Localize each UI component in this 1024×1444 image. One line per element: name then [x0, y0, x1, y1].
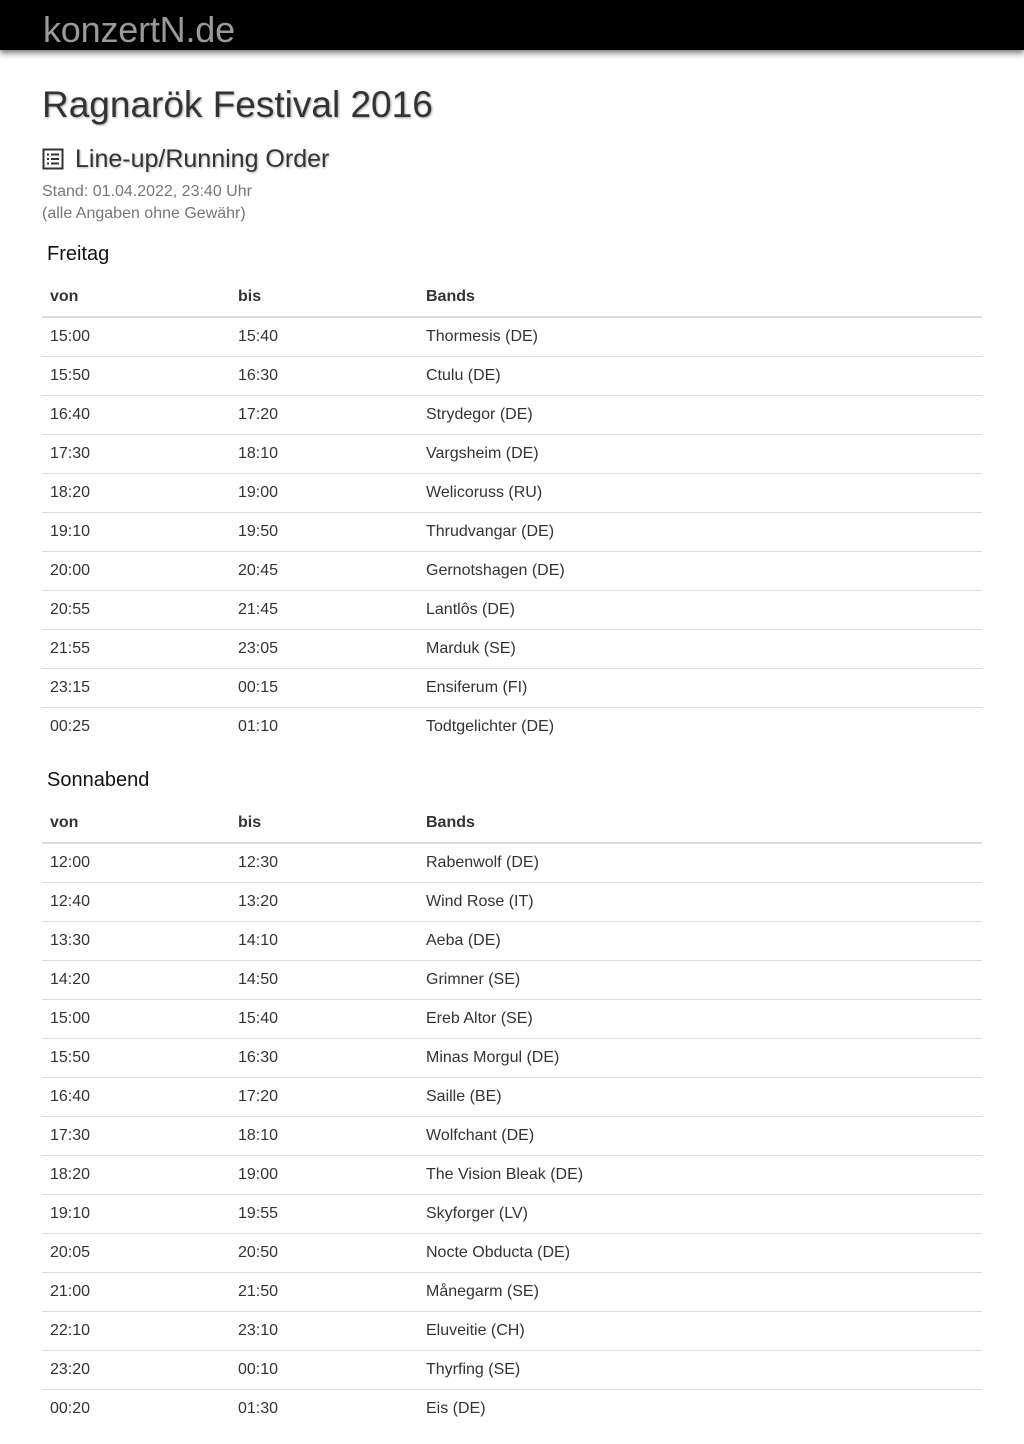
band-cell: The Vision Bleak (DE)	[418, 1156, 982, 1195]
time-end-cell: 14:10	[230, 922, 418, 961]
band-cell: Gernotshagen (DE)	[418, 552, 982, 591]
schedule-table	[42, 278, 982, 746]
time-start-cell: 15:00	[50, 328, 91, 345]
table-row	[42, 1195, 982, 1234]
table-row	[42, 552, 982, 591]
time-start-cell: 17:30	[42, 435, 230, 474]
time-end-cell: 16:30	[230, 1039, 418, 1078]
band-cell: Ensiferum (FI)	[418, 669, 982, 708]
table-row	[42, 669, 982, 708]
table-row	[42, 513, 982, 552]
table-header-row	[42, 804, 982, 843]
table-row	[42, 708, 982, 747]
list-icon	[42, 148, 64, 170]
time-end-cell: 20:45	[230, 552, 418, 591]
band-cell: Skyforger (LV)	[418, 1195, 982, 1234]
time-start-cell: 23:20	[42, 1351, 230, 1390]
table-row	[42, 357, 982, 396]
time-start-cell: 18:20	[42, 1156, 230, 1195]
column-header-bis: bis	[230, 278, 418, 317]
band-cell: Thyrfing (SE)	[418, 1351, 982, 1390]
table-row	[42, 843, 982, 883]
column-header-von: von	[42, 804, 230, 843]
band-cell: Saille (BE)	[418, 1078, 982, 1117]
table-row	[42, 1312, 982, 1351]
time-start-cell: 19:10	[42, 1195, 230, 1234]
time-end-cell: 23:05	[230, 630, 418, 669]
column-header-von: von	[42, 278, 230, 317]
time-start-cell: 17:30	[42, 1117, 230, 1156]
table-row	[42, 1156, 982, 1195]
time-start-cell: 21:00	[42, 1273, 230, 1312]
stand-timestamp: Stand: 01.04.2022, 23:40 Uhr	[42, 183, 252, 200]
band-cell: Todtgelichter (DE)	[418, 708, 982, 747]
time-start-cell: 16:40	[42, 396, 230, 435]
table-row	[42, 1039, 982, 1078]
time-start-cell: 14:20	[42, 961, 230, 1000]
time-end-cell: 15:40	[238, 328, 279, 345]
band-cell: Grimner (SE)	[418, 961, 982, 1000]
table-row	[42, 883, 982, 922]
table-row	[42, 1078, 982, 1117]
time-end-cell: 21:45	[230, 591, 418, 630]
time-end-cell: 00:10	[230, 1351, 418, 1390]
table-row	[42, 1390, 982, 1429]
time-end-cell: 14:50	[230, 961, 418, 1000]
time-end-cell: 17:20	[230, 1078, 418, 1117]
column-header-bands: Bands	[418, 278, 982, 317]
table-row	[42, 1000, 982, 1039]
time-end-cell: 19:50	[230, 513, 418, 552]
disclaimer: (alle Angaben ohne Gewähr)	[42, 205, 246, 222]
time-end-cell: 01:10	[230, 708, 418, 747]
band-cell: Minas Morgul (DE)	[418, 1039, 982, 1078]
time-start-cell: 15:50	[42, 357, 230, 396]
band-cell: Aeba (DE)	[418, 922, 982, 961]
column-header-bis: bis	[230, 804, 418, 843]
brand-logo-link[interactable]: konzertN.de	[43, 9, 235, 50]
band-cell: Nocte Obducta (DE)	[418, 1234, 982, 1273]
table-row	[42, 435, 982, 474]
table-row	[42, 1273, 982, 1312]
time-end-cell: 15:40	[230, 1000, 418, 1039]
time-start-cell: 12:00	[50, 854, 91, 871]
time-start-cell: 18:20	[42, 474, 230, 513]
time-end-cell: 12:30	[238, 854, 279, 871]
band-cell: Wind Rose (IT)	[418, 883, 982, 922]
time-start-cell: 21:55	[42, 630, 230, 669]
time-end-cell: 13:20	[230, 883, 418, 922]
schedule-table	[42, 804, 982, 1428]
time-end-cell: 21:50	[230, 1273, 418, 1312]
time-start-cell: 20:00	[42, 552, 230, 591]
band-cell: Ereb Altor (SE)	[418, 1000, 982, 1039]
section-header	[42, 142, 329, 176]
time-start-cell: 20:55	[42, 591, 230, 630]
time-start-cell: 22:10	[42, 1312, 230, 1351]
table-row	[42, 591, 982, 630]
table-row	[42, 1351, 982, 1390]
band-cell: Lantlôs (DE)	[418, 591, 982, 630]
band-cell: Thormesis (DE)	[426, 328, 539, 345]
time-end-cell: 19:55	[230, 1195, 418, 1234]
table-row	[42, 922, 982, 961]
time-start-cell: 16:40	[42, 1078, 230, 1117]
table-row	[42, 1117, 982, 1156]
day-title: Freitag	[47, 243, 110, 265]
meta-info	[42, 181, 252, 225]
page-title: Ragnarök Festival 2016	[42, 84, 433, 125]
table-row	[42, 396, 982, 435]
band-cell: Strydegor (DE)	[418, 396, 982, 435]
band-cell: Wolfchant (DE)	[418, 1117, 982, 1156]
time-end-cell: 19:00	[230, 1156, 418, 1195]
time-start-cell: 12:40	[42, 883, 230, 922]
band-cell: Rabenwolf (DE)	[426, 854, 539, 871]
time-end-cell: 16:30	[230, 357, 418, 396]
table-row	[42, 1234, 982, 1273]
time-start-cell: 15:00	[42, 1000, 230, 1039]
time-start-cell: 15:50	[42, 1039, 230, 1078]
band-cell: Welicoruss (RU)	[418, 474, 982, 513]
schedule-body	[42, 317, 982, 746]
time-end-cell: 20:50	[230, 1234, 418, 1273]
time-start-cell: 23:15	[42, 669, 230, 708]
top-navbar	[0, 0, 1024, 50]
time-end-cell: 19:00	[230, 474, 418, 513]
time-end-cell: 23:10	[230, 1312, 418, 1351]
band-cell: Ctulu (DE)	[418, 357, 982, 396]
table-row	[42, 317, 982, 357]
section-title: Line-up/Running Order	[75, 144, 330, 173]
time-end-cell: 17:20	[230, 396, 418, 435]
time-end-cell: 01:30	[230, 1390, 418, 1429]
table-header-row	[42, 278, 982, 317]
time-start-cell: 19:10	[42, 513, 230, 552]
band-cell: Vargsheim (DE)	[418, 435, 982, 474]
time-start-cell: 00:20	[42, 1390, 230, 1429]
schedule-body	[42, 843, 982, 1428]
time-start-cell: 20:05	[42, 1234, 230, 1273]
table-row	[42, 630, 982, 669]
band-cell: Månegarm (SE)	[418, 1273, 982, 1312]
band-cell: Marduk (SE)	[418, 630, 982, 669]
day-title: Sonnabend	[47, 769, 150, 791]
day-sonnabend	[42, 767, 982, 1428]
band-cell: Eis (DE)	[418, 1390, 982, 1429]
time-end-cell: 18:10	[230, 1117, 418, 1156]
time-start-cell: 00:25	[42, 708, 230, 747]
time-end-cell: 18:10	[230, 435, 418, 474]
table-row	[42, 961, 982, 1000]
day-freitag	[42, 241, 982, 746]
table-row	[42, 474, 982, 513]
band-cell: Eluveitie (CH)	[418, 1312, 982, 1351]
time-end-cell: 00:15	[230, 669, 418, 708]
time-start-cell: 13:30	[42, 922, 230, 961]
band-cell: Thrudvangar (DE)	[418, 513, 982, 552]
column-header-bands: Bands	[418, 804, 982, 843]
